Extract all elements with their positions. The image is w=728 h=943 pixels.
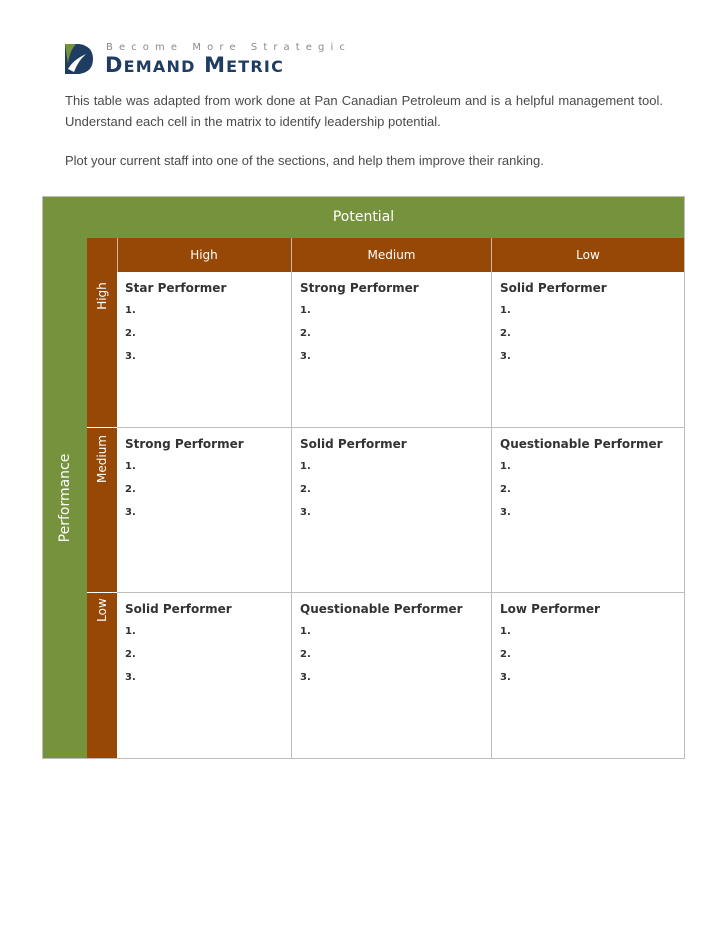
- list-item: 1.: [500, 305, 511, 316]
- cell-high-low[interactable]: [492, 272, 684, 428]
- cell-high-high[interactable]: [117, 272, 292, 428]
- column-header-high: High: [117, 238, 292, 272]
- list-item: 2.: [500, 649, 511, 660]
- list-item: 3.: [500, 507, 511, 518]
- list-item: 2.: [500, 328, 511, 339]
- brand-name: [105, 53, 284, 77]
- list-item: 1.: [125, 305, 136, 316]
- brand-name-emand: EMAND: [123, 57, 196, 76]
- list-item: 2.: [125, 484, 136, 495]
- list-item: 3.: [300, 351, 311, 362]
- cell-title: Questionable Performer: [300, 602, 463, 616]
- list-item: 3.: [500, 672, 511, 683]
- cell-low-medium[interactable]: [292, 593, 492, 758]
- brand-name-etric: ETRIC: [226, 57, 285, 76]
- brand-name-d: D: [105, 53, 124, 77]
- list-item: 3.: [300, 672, 311, 683]
- list-item: 1.: [125, 461, 136, 472]
- header-corner: [87, 238, 118, 272]
- row-header-medium: [87, 428, 117, 593]
- row-header-high-label: High: [95, 282, 109, 310]
- list-item: 2.: [300, 484, 311, 495]
- list-item: 2.: [300, 328, 311, 339]
- row-header-column: [87, 272, 117, 758]
- cell-title: Strong Performer: [300, 281, 419, 295]
- leadership-matrix: [42, 196, 685, 759]
- demand-metric-logo-icon: [64, 42, 96, 75]
- list-item: 3.: [125, 507, 136, 518]
- cell-medium-medium[interactable]: [292, 428, 492, 593]
- potential-header: Potential: [43, 197, 684, 238]
- list-item: 1.: [500, 626, 511, 637]
- cell-high-medium[interactable]: [292, 272, 492, 428]
- list-item: 3.: [500, 351, 511, 362]
- brand-tagline: Become More Strategic: [106, 42, 351, 53]
- list-item: 3.: [300, 507, 311, 518]
- row-header-medium-label: Medium: [95, 435, 109, 483]
- column-header-row: [87, 238, 684, 272]
- row-header-low: [87, 593, 117, 758]
- intro-paragraph: This table was adapted from work done at Pan Canadian Petroleum and is a helpful management tool. Understand each cell in the matrix to identify leadership potential.: [65, 93, 663, 129]
- cell-medium-low[interactable]: [492, 428, 684, 593]
- demand-metric-logo: [64, 38, 354, 80]
- cell-medium-high[interactable]: [117, 428, 292, 593]
- instruction-paragraph: Plot your current staff into one of the sections, and help them improve their ranking.: [65, 153, 544, 168]
- cell-title: Questionable Performer: [500, 437, 663, 451]
- list-item: 1.: [300, 461, 311, 472]
- list-item: 1.: [500, 461, 511, 472]
- row-header-high: [87, 272, 117, 428]
- column-header-low: Low: [576, 248, 600, 262]
- cell-title: Solid Performer: [500, 281, 607, 295]
- list-item: 1.: [300, 626, 311, 637]
- list-item: 2.: [500, 484, 511, 495]
- performance-label: Performance: [57, 453, 73, 543]
- cell-low-high[interactable]: [117, 593, 292, 758]
- cell-title: Solid Performer: [300, 437, 407, 451]
- list-item: 2.: [125, 649, 136, 660]
- list-item: 3.: [125, 672, 136, 683]
- row-header-low-label: Low: [95, 598, 109, 622]
- list-item: 1.: [300, 305, 311, 316]
- cell-title: Star Performer: [125, 281, 227, 295]
- list-item: 1.: [125, 626, 136, 637]
- list-item: 2.: [300, 649, 311, 660]
- cell-title: Solid Performer: [125, 602, 232, 616]
- column-header-medium: Medium: [292, 238, 492, 272]
- cell-low-low[interactable]: [492, 593, 684, 758]
- cell-title: Low Performer: [500, 602, 600, 616]
- brand-name-m: M: [204, 53, 227, 77]
- cell-title: Strong Performer: [125, 437, 244, 451]
- list-item: 3.: [125, 351, 136, 362]
- list-item: 2.: [125, 328, 136, 339]
- performance-sidebar: [43, 238, 87, 758]
